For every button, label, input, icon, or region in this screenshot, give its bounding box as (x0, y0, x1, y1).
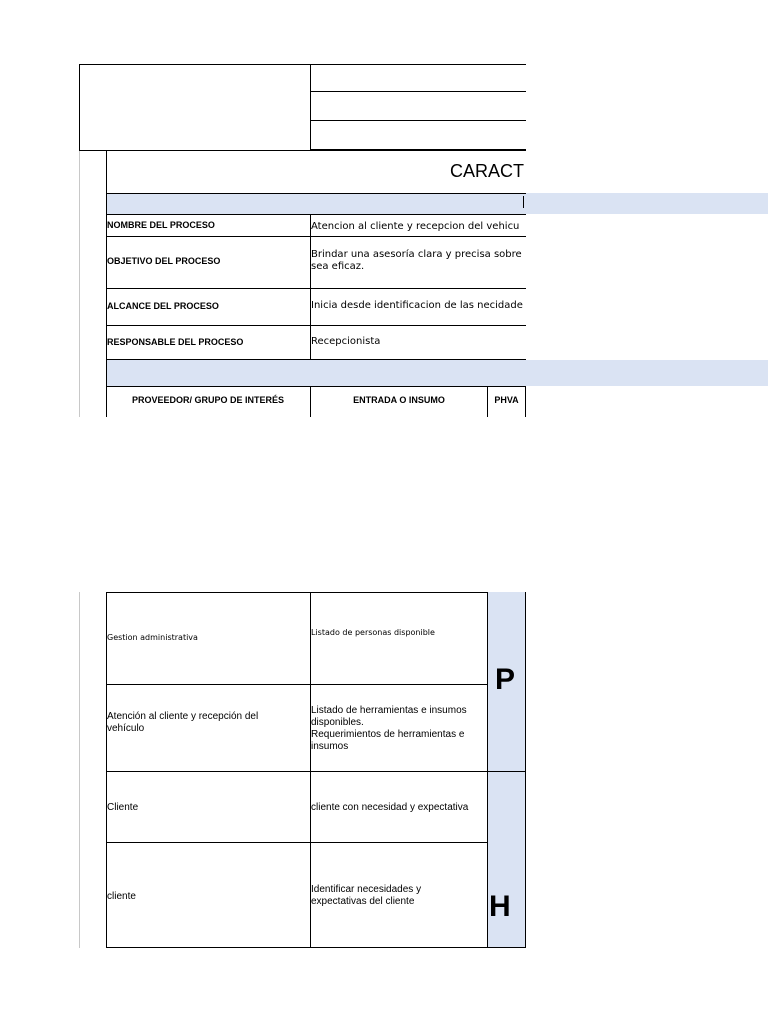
process-objective-value-line-2: sea eficaz. (311, 261, 365, 272)
row-2-input-line-2: disponibles. (311, 717, 364, 728)
table-right-border (525, 592, 526, 948)
process-name-value-clip (310, 215, 526, 236)
table-row-line-4 (106, 947, 526, 948)
row-4-provider: cliente (107, 891, 136, 902)
header-line-3 (310, 120, 526, 121)
row-2-input-line-4: insumos (311, 741, 349, 752)
col-header-phva: PHVA (494, 395, 519, 405)
process-scope-value-clip (310, 289, 526, 325)
process-owner-value: Recepcionista (311, 336, 381, 347)
phva-letter-p: P (495, 663, 516, 696)
row-2-provider-line-1: Atención al cliente y recepción del (107, 711, 259, 722)
row-1-provider: Gestion administrativa (107, 633, 198, 642)
process-scope-label: ALCANCE DEL PROCESO (107, 301, 219, 311)
process-line-0 (106, 193, 526, 194)
band-1-marker (523, 196, 524, 208)
table-row-line-1 (106, 684, 488, 685)
process-objective-label: OBJETIVO DEL PROCESO (107, 256, 221, 266)
process-objective-value-clip (310, 237, 526, 288)
col-header-input: ENTRADA O INSUMO (353, 395, 445, 405)
row-3-input-line-1: cliente con necesidad y expectativa (311, 802, 469, 813)
row-4-input-line-2: expectativas del cliente (311, 896, 415, 907)
col-header-provider: PROVEEDOR/ GRUPO DE INTERÉS (131, 395, 285, 405)
page-title: CARACT (449, 161, 524, 181)
table-row-line-2 (106, 771, 526, 772)
table-row-line-0 (106, 592, 488, 593)
row-2-input-line-1: Listado de herramientas e insumos (311, 705, 467, 716)
header-logo-box (79, 64, 311, 151)
process-name-label: NOMBRE DEL PROCESO (107, 220, 215, 230)
process-name-value: Atencion al cliente y recepcion del vehicu (311, 221, 520, 232)
process-owner-label: RESPONSABLE DEL PROCESO (107, 337, 244, 347)
row-3-provider: Cliente (107, 802, 139, 813)
title-clip (106, 150, 526, 193)
process-scope-value: Inicia desde identificacion de las necidade (311, 300, 523, 311)
row-2-provider-line-2: vehículo (107, 723, 145, 734)
sheet-gridline-bottom (79, 592, 80, 948)
header-col-line-3 (525, 386, 526, 417)
phva-letter-h: H (489, 890, 511, 923)
table-col-line-2 (487, 592, 488, 948)
process-owner-value-clip (310, 326, 526, 359)
row-4-input-line-1: Identificar necesidades y (311, 884, 422, 895)
row-1-input-line-1: Listado de personas disponible (311, 628, 435, 637)
sheet-gridline-top (79, 151, 80, 417)
table-row-line-3 (106, 842, 488, 843)
header-line-2 (310, 91, 526, 92)
section-band-2 (107, 360, 768, 386)
row-2-input-line-3: Requerimientos de herramientas e (311, 729, 465, 740)
header-line-1 (310, 64, 526, 65)
process-objective-value-line-1: Brindar una asesoría clara y precisa sobre (311, 249, 522, 260)
table-header-top-line (106, 386, 526, 387)
section-band-1 (106, 193, 768, 214)
